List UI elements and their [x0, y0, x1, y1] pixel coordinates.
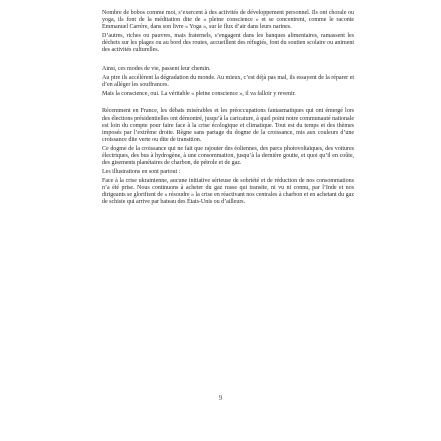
paragraph-5: Mais la conscience, oui. La véritable « pleine conscience », il va falloir y revenir. — [102, 91, 296, 98]
section-gap — [102, 56, 354, 66]
paragraph-3: Ainsi, ces modes de vie, passent leur chemin. — [102, 66, 211, 73]
paragraph-4: Au pire ils accélèrent la dégradation du monde. Au mieux, c’est déjà pas mal, ils essayent de la réparer et d’en alléger les souffrances. — [102, 75, 354, 89]
paragraph-8: Les illustrations en sont partout : — [102, 168, 181, 175]
paragraph-6: Récemment en France, les débats misérables et les préoccupations fantasmatiques qui ont émergé lors des élections présidentielles ont démontré, jusqu’à la caricature, à quel point notre communauté nationale est loin du compte pour faire face à la crise écologique et climatique. Tout est du temps et des thèmes imposés par l’extrême droite. Règne sans partage du dogme de la croissance, mis aux couleurs d’une croissance dite verte ou dite de transition. — [102, 108, 354, 143]
page-number: 9 — [218, 394, 223, 402]
document-page — [102, 10, 354, 208]
paragraph-7: Ce dogme de la croissance qui ne fait que rajouter des éoliennes, des parcs photovoltaïques, des voitures électriques, des bus à hydrogène, à une consommation, jusqu’à la dernière goutte, et quoi qu’il en coûte, des gisements planétaires de charbon, de pétrole et de gaz. — [102, 145, 354, 166]
paragraph-2: D’autres, riches ou pauvres, mais fraternels, s’engagent dans les banques alimentaires, ramassent les déchets sur les plages ou au bord des routes, accueillent des réfugiés, font du soutien scolaire ou animent des activités culturelles. — [102, 33, 354, 54]
paragraph-9: Face à la crise ukrainienne, aucune initiative sérieuse de sobriété et de réduction de nos consommations n’a été prise. Nous continuons à acheter du gaz russe qui transite, ni vu ni connu, par l’Inde et nos dirigeants se glorifient de « résoudre » la crise en réactivant nos centrales à charbon et en achetant du gaz de schiste qui arrive par bateau des États-Unis ou d’ailleurs. — [102, 177, 354, 206]
paragraph-1: Nombre de bobos comme moi, s’exercent à des activités de développement personnel. Ils ont chorale ou yoga, ils font de la méditation dite de « pleine conscience » et se concentrent, comme le raconte Emmanuel Carrère, dans son livre « Yoga », sur le flux d’air dans leurs narines. — [102, 10, 354, 31]
